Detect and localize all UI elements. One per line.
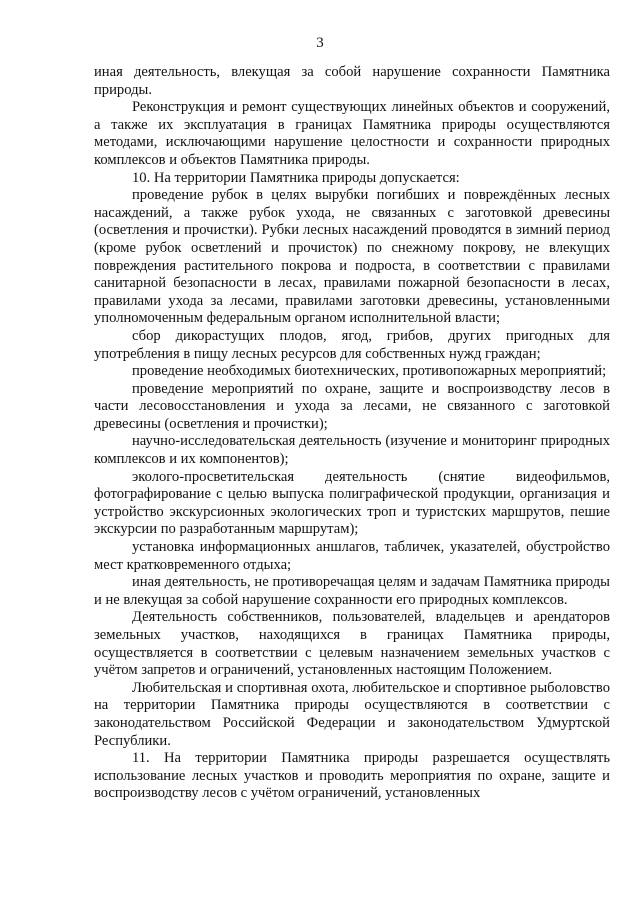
paragraph: иная деятельность, не противоречащая целям и задачам Памятника природы и не влекущая за собой нарушение сохранности его природных комплексов. bbox=[94, 574, 610, 608]
page-number: 3 bbox=[316, 35, 324, 51]
paragraph: 11. На территории Памятника природы разрешается осуществлять использование лесных участков и проводить мероприятия по охране, защите и воспроизводству лесов с учётом ограничений, установленных bbox=[94, 750, 610, 802]
paragraph: проведение необходимых биотехнических, противопожарных мероприятий; bbox=[132, 363, 607, 380]
paragraph: Реконструкция и ремонт существующих линейных объектов и сооружений, а также их эксплуатация в границах Памятника природы осуществляются методами, исключающими нарушение целостности и сохранности природных комплексов и объектов Памятника природы. bbox=[94, 99, 610, 168]
paragraph: проведение рубок в целях вырубки погибших и повреждённых лесных насаждений, а также рубок ухода, не связанных с заготовкой древесины (осветления и прочистки). Рубки лесных насаждений проводятся в зимний период (кроме рубок осветлений и прочисток) по снежному покрову, не влекущих повреждения растительного покрова и подроста, в соответствии с правилами санитарной безопасности в лесах, правилами пожарной безопасности в лесах, правилами ухода за лесами, правилами заготовки древесины, установленными уполномоченным федеральным органом исполнительной власти; bbox=[94, 187, 610, 327]
paragraph: 10. На территории Памятника природы допускается: bbox=[132, 169, 460, 186]
paragraph: научно-исследовательская деятельность (изучение и мониторинг природных комплексов и их компонентов); bbox=[94, 433, 610, 468]
paragraph: проведение мероприятий по охране, защите и воспроизводству лесов в части лесовосстановления и ухода за лесами, не связанного с заготовкой древесины (осветления и прочистки); bbox=[94, 380, 610, 432]
paragraph: установка информационных аншлагов, табличек, указателей, обустройство мест кратковременного отдыха; bbox=[94, 539, 610, 573]
body-text bbox=[94, 64, 610, 803]
paragraph: эколого-просветительская деятельность (снятие видеофильмов, фотографирование с целью выпуска полиграфической продукции, организация и устройство экскурсионных экологических троп и туристских маршрутов, пешие экскурсии по разработанным маршрутам); bbox=[94, 468, 610, 538]
paragraph: сбор дикорастущих плодов, ягод, грибов, других пригодных для употребления в пищу лесных ресурсов для собственных нужд граждан; bbox=[94, 327, 610, 362]
paragraph: иная деятельность, влекущая за собой нарушение сохранности Памятника природы. bbox=[94, 64, 610, 98]
paragraph: Любительская и спортивная охота, любительское и спортивное рыболовство на территории Памятника природы осуществляются в соответствии с законодательством Российской Федерации и законодательством Удмуртской Республики. bbox=[94, 679, 610, 749]
paragraph: Деятельность собственников, пользователей, владельцев и арендаторов земельных участков, находящихся в границах Памятника природы, осуществляется в соответствии с целевым назначением земельных участков с учётом запретов и ограничений, установленных настоящим Положением. bbox=[94, 609, 610, 679]
